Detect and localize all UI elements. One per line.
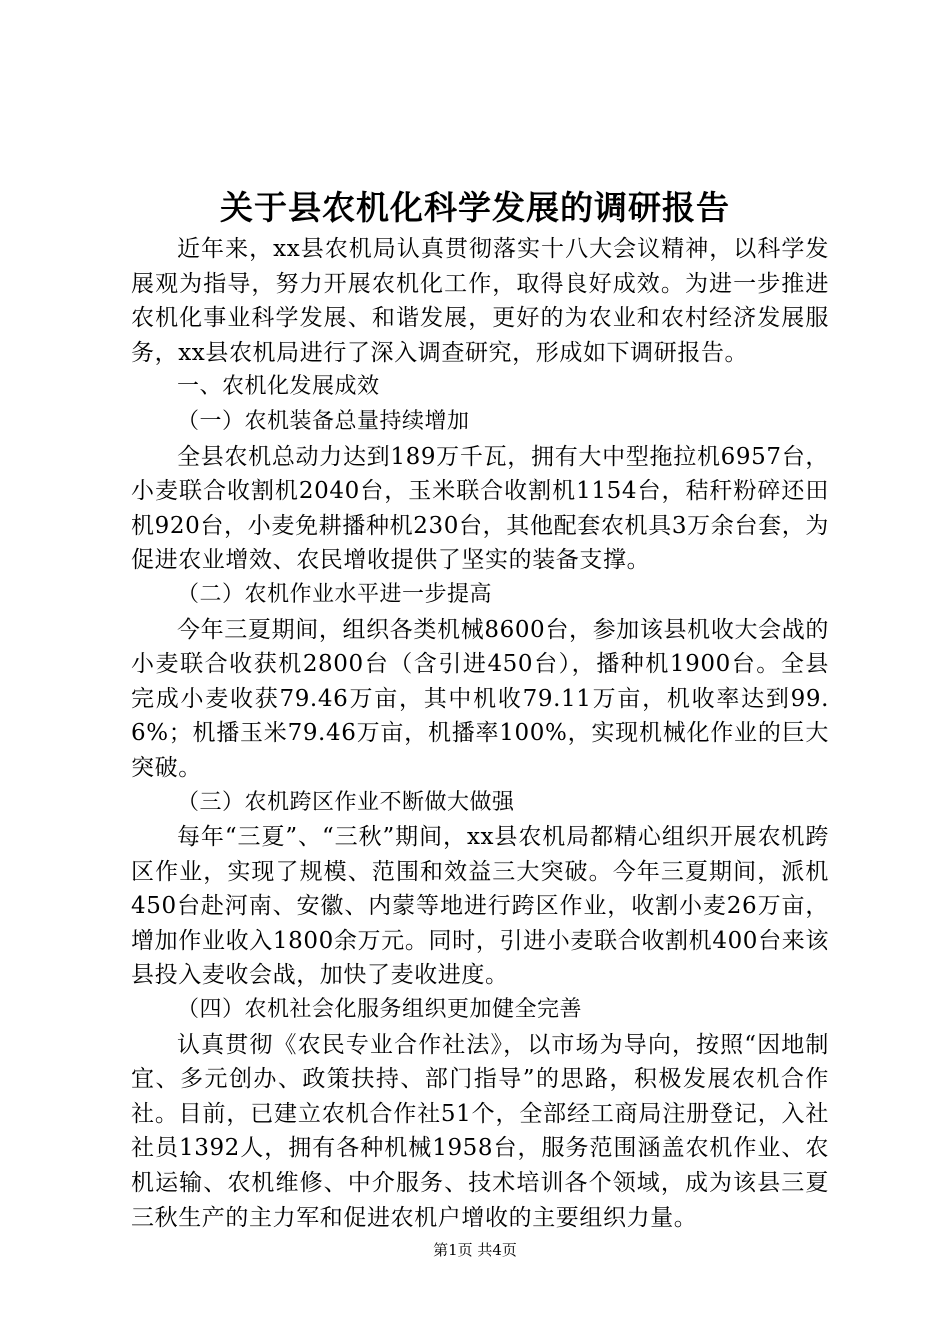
- subsection-paragraph-4: 认真贯彻《农民专业合作社法》，以市场为导向，按照“因地制宜、多元创办、政策扶持、部门指导”的思路，积极发展农机合作社。目前，已建立农机合作社51个，全部经工商局注册登记，入社社员1392人，拥有各种机械1958台，服务范围涵盖农机作业、农机运输、农机维修、中介服务、技术培训各个领域，成为该县三夏三秋生产的主力军和促进农机户增收的主要组织力量。: [131, 1031, 829, 1231]
- subsection-heading-2: （二）农机作业水平进一步提高: [177, 581, 493, 607]
- subsection-heading-3: （三）农机跨区作业不断做大做强: [177, 789, 515, 815]
- subsection-paragraph-3: 每年“三夏”、“三秋”期间，xx县农机局都精心组织开展农机跨区作业，实现了规模、范围和效益三大突破。今年三夏期间，派机450台赴河南、安徽、内蒙等地进行跨区作业，收割小麦26万亩，增加作业收入1800余万元。同时，引进小麦联合收割机400台来该县投入麦收会战，加快了麦收进度。: [131, 824, 829, 989]
- subsection-heading-1: （一）农机装备总量持续增加: [177, 408, 470, 434]
- document-title: 关于县农机化科学发展的调研报告: [220, 188, 730, 227]
- subsection-paragraph-1: 全县农机总动力达到189万千瓦，拥有大中型拖拉机6957台，小麦联合收割机2040台，玉米联合收割机1154台，秸秆粉碎还田机920台，小麦免耕播种机230台，其他配套农机具3万余台套，为促进农业增效、农民增收提供了坚实的装备支撑。: [131, 443, 829, 574]
- page-number-footer: 第1页 共4页: [433, 1241, 517, 1259]
- section-heading-1: 一、农机化发展成效: [177, 374, 380, 400]
- subsection-heading-4: （四）农机社会化服务组织更加健全完善: [177, 997, 583, 1023]
- document-body: [131, 232, 829, 1235]
- intro-paragraph: 近年来，xx县农机局认真贯彻落实十八大会议精神，以科学发展观为指导，努力开展农机化工作，取得良好成效。为进一步推进农机化事业科学发展、和谐发展，更好的为农业和农村经济发展服务，xx县农机局进行了深入调查研究，形成如下调研报告。: [131, 236, 829, 366]
- subsection-paragraph-2: 今年三夏期间，组织各类机械8600台，参加该县机收大会战的小麦联合收获机2800台（含引进450台），播种机1900台。全县完成小麦收获79.46万亩，其中机收79.11万亩，机收率达到99.6%；机播玉米79.46万亩，机播率100%，实现机械化作业的巨大突破。: [131, 616, 829, 781]
